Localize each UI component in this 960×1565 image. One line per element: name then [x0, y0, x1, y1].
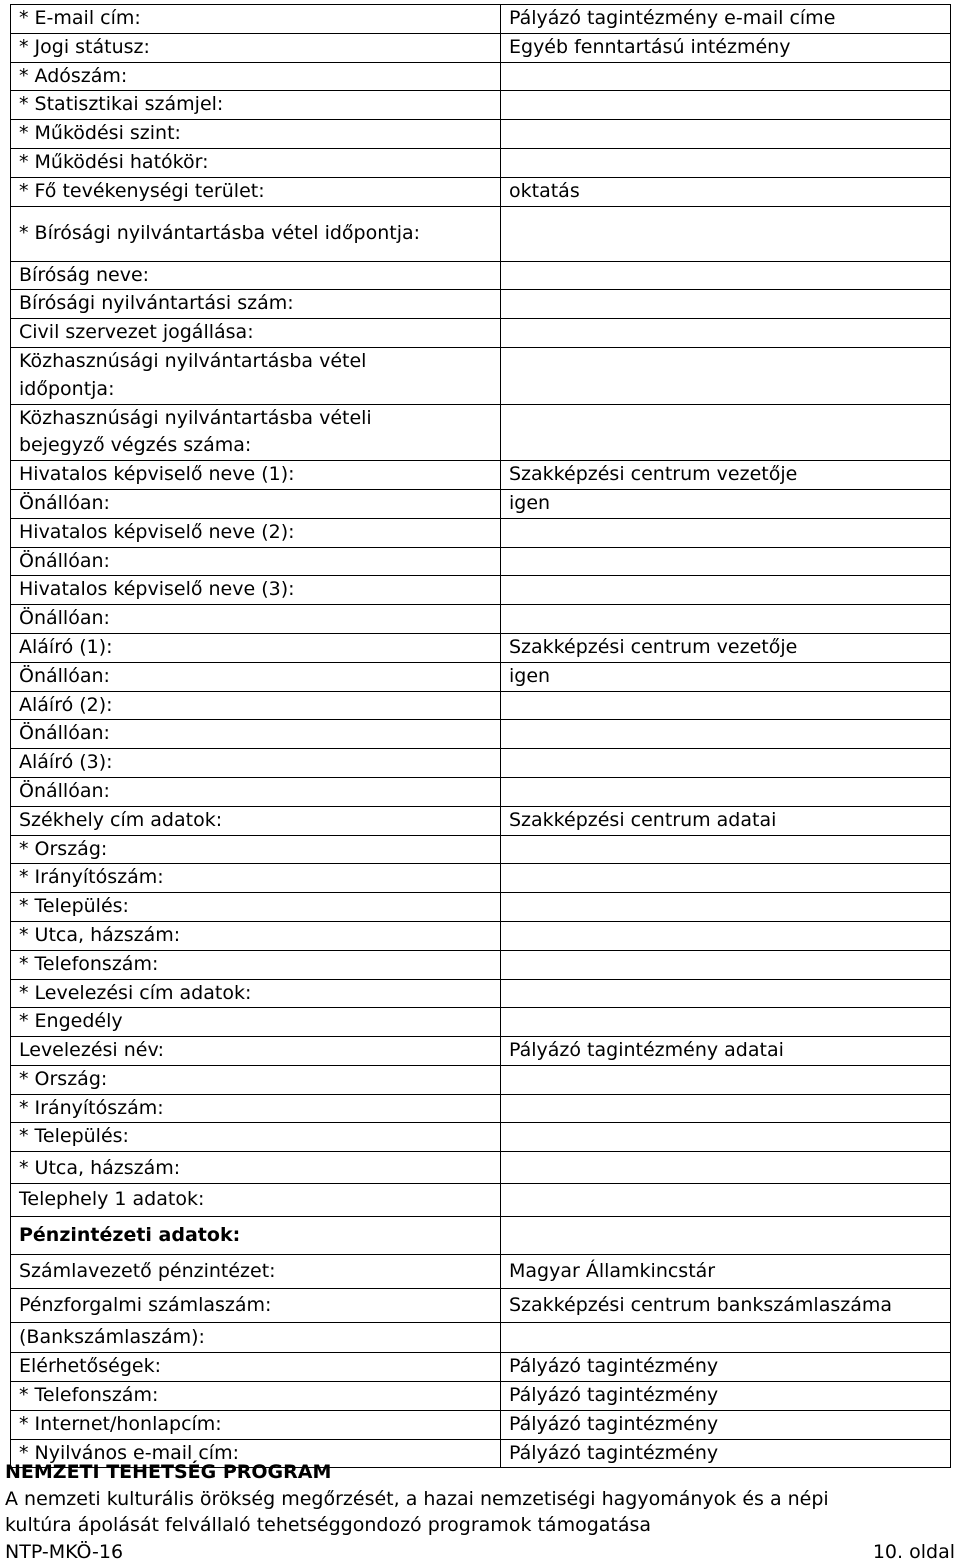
form-row: [11, 864, 951, 893]
field-label: Pénzintézeti adatok:: [19, 1222, 500, 1250]
field-value: [509, 290, 950, 318]
field-label: Aláíró (2):: [19, 692, 500, 720]
form-row: [11, 261, 951, 290]
field-label-cell: [11, 1094, 501, 1123]
field-label-cell: [11, 720, 501, 749]
field-value-cell: [501, 835, 951, 864]
field-label-cell: [11, 1123, 501, 1152]
form-row: [11, 1289, 951, 1323]
field-value: [509, 348, 950, 376]
field-label: * Telefonszám:: [19, 1382, 500, 1410]
field-value: [509, 262, 950, 290]
field-value-cell: [501, 1255, 951, 1289]
field-value-cell: [501, 518, 951, 547]
form-row: [11, 662, 951, 691]
form-row: [11, 720, 951, 749]
field-value-cell: [501, 921, 951, 950]
field-label-continued: időpontja:: [19, 376, 500, 404]
field-value: Pályázó tagintézmény e-mail címe: [509, 5, 950, 33]
field-value-cell: [501, 91, 951, 120]
field-label: * Ország:: [19, 1066, 500, 1094]
field-value: Egyéb fenntartású intézmény: [509, 34, 950, 62]
field-label-cell: [11, 1410, 501, 1439]
form-row: [11, 576, 951, 605]
field-value: Pályázó tagintézmény: [509, 1382, 950, 1410]
field-label: * Internet/honlapcím:: [19, 1411, 500, 1439]
field-label: Elérhetőségek:: [19, 1353, 500, 1381]
field-value-cell: [501, 319, 951, 348]
field-value: [509, 692, 950, 720]
field-label-cell: [11, 347, 501, 404]
field-value: [509, 1066, 950, 1094]
field-label: * Település:: [19, 893, 500, 921]
field-label: Telephely 1 adatok:: [19, 1186, 500, 1214]
field-value: [509, 922, 950, 950]
field-label-continued: bejegyző végzés száma:: [19, 432, 500, 460]
field-label-cell: [11, 662, 501, 691]
footer: [5, 1459, 955, 1565]
form-row: [11, 1184, 951, 1217]
field-value: [509, 220, 950, 248]
field-label: Közhasznúsági nyilvántartásba vételi: [19, 405, 500, 433]
field-label-cell: [11, 547, 501, 576]
field-label: * Fő tevékenységi terület:: [19, 178, 500, 206]
form-row: [11, 1065, 951, 1094]
field-label: * Bírósági nyilvántartásba vétel időpontja:: [19, 220, 500, 248]
field-label: Aláíró (1):: [19, 634, 500, 662]
form-row: [11, 749, 951, 778]
form-row: [11, 518, 951, 547]
field-value-cell: [501, 1065, 951, 1094]
form-row: [11, 1410, 951, 1439]
field-label-cell: [11, 5, 501, 34]
field-label-cell: [11, 1008, 501, 1037]
field-label-cell: [11, 120, 501, 149]
field-value-cell: [501, 806, 951, 835]
field-value-cell: [501, 177, 951, 206]
field-value-cell: [501, 691, 951, 720]
field-label: Számlavezető pénzintézet:: [19, 1258, 500, 1286]
field-label-cell: [11, 777, 501, 806]
field-value-cell: [501, 5, 951, 34]
field-value: [509, 576, 950, 604]
field-label: * Nyilvános e-mail cím:: [19, 1440, 500, 1468]
form-row: [11, 1008, 951, 1037]
field-value: [509, 91, 950, 119]
field-value: [509, 1155, 950, 1183]
form-row: [11, 835, 951, 864]
field-value-cell: [501, 120, 951, 149]
field-value: [509, 1008, 950, 1036]
footer-meta-row: [5, 1539, 955, 1565]
field-label: * Ország:: [19, 836, 500, 864]
field-value-cell: [501, 893, 951, 922]
field-value: [509, 605, 950, 633]
field-value: [509, 778, 950, 806]
field-label-cell: [11, 835, 501, 864]
field-value: [509, 1222, 950, 1250]
field-value: [509, 405, 950, 433]
form-row: [11, 950, 951, 979]
form-row: [11, 547, 951, 576]
field-label-cell: [11, 177, 501, 206]
form-table: [10, 4, 951, 1468]
field-value-cell: [501, 461, 951, 490]
form-row: [11, 777, 951, 806]
field-label: Székhely cím adatok:: [19, 807, 500, 835]
field-label-cell: [11, 576, 501, 605]
field-value-cell: [501, 489, 951, 518]
field-value: [509, 519, 950, 547]
field-label: (Bankszámlaszám):: [19, 1324, 500, 1352]
field-value-cell: [501, 576, 951, 605]
field-value: [509, 1324, 950, 1352]
field-value-cell: [501, 864, 951, 893]
field-label: Hivatalos képviselő neve (2):: [19, 519, 500, 547]
field-label: Önállóan:: [19, 548, 500, 576]
field-label-cell: [11, 1289, 501, 1323]
field-label: * Levelezési cím adatok:: [19, 980, 500, 1008]
form-row: [11, 1152, 951, 1184]
field-label-cell: [11, 1382, 501, 1411]
field-value: [509, 120, 950, 148]
field-value: [509, 1095, 950, 1123]
field-value: igen: [509, 490, 950, 518]
field-label: Önállóan:: [19, 663, 500, 691]
form-row: [11, 5, 951, 34]
field-label-cell: [11, 319, 501, 348]
field-label: Önállóan:: [19, 720, 500, 748]
field-value-cell: [501, 605, 951, 634]
field-label: * Utca, házszám:: [19, 922, 500, 950]
field-value: [509, 893, 950, 921]
field-value: Magyar Államkincstár: [509, 1258, 950, 1286]
field-label: Aláíró (3):: [19, 749, 500, 777]
field-value: [509, 836, 950, 864]
field-value-cell: [501, 261, 951, 290]
field-label: Bíróság neve:: [19, 262, 500, 290]
field-value: [509, 951, 950, 979]
field-label: Önállóan:: [19, 490, 500, 518]
field-value: [509, 548, 950, 576]
form-row: [11, 1037, 951, 1066]
field-value-cell: [501, 1037, 951, 1066]
field-value: Pályázó tagintézmény: [509, 1411, 950, 1439]
footer-description-line-2: kultúra ápolását felvállaló tehetséggondozó programok támogatása: [5, 1512, 955, 1539]
field-value: igen: [509, 663, 950, 691]
field-label-cell: [11, 518, 501, 547]
field-label-cell: [11, 461, 501, 490]
field-label: * E-mail cím:: [19, 5, 500, 33]
field-label-cell: [11, 91, 501, 120]
field-label-cell: [11, 404, 501, 461]
form-row: [11, 91, 951, 120]
field-label-cell: [11, 921, 501, 950]
field-value: Pályázó tagintézmény: [509, 1353, 950, 1381]
field-label-cell: [11, 148, 501, 177]
field-label-cell: [11, 33, 501, 62]
field-label-cell: [11, 1152, 501, 1184]
form-row: [11, 319, 951, 348]
field-label-cell: [11, 261, 501, 290]
field-label: Közhasznúsági nyilvántartásba vétel: [19, 348, 500, 376]
field-label-cell: [11, 749, 501, 778]
field-value-cell: [501, 1410, 951, 1439]
field-label-cell: [11, 1217, 501, 1255]
field-label-cell: [11, 1353, 501, 1382]
field-label-cell: [11, 1037, 501, 1066]
field-value: [509, 63, 950, 91]
field-label: Levelezési név:: [19, 1037, 500, 1065]
form-row: [11, 633, 951, 662]
form-row: [11, 1382, 951, 1411]
form-row: [11, 347, 951, 404]
field-value: [509, 980, 950, 1008]
form-row: [11, 489, 951, 518]
form-row: [11, 691, 951, 720]
form-row: [11, 404, 951, 461]
field-label: * Település:: [19, 1123, 500, 1151]
field-label-cell: [11, 62, 501, 91]
field-label: Önállóan:: [19, 605, 500, 633]
field-value-cell: [501, 1382, 951, 1411]
form-row: [11, 1123, 951, 1152]
field-label: * Utca, házszám:: [19, 1155, 500, 1183]
field-value: [509, 720, 950, 748]
form-row: [11, 1323, 951, 1353]
form-row: [11, 1353, 951, 1382]
form-row: [11, 33, 951, 62]
field-label-cell: [11, 206, 501, 261]
field-label: * Működési szint:: [19, 120, 500, 148]
footer-program-title: NEMZETI TEHETSÉG PROGRAM: [5, 1459, 955, 1486]
field-value: [509, 149, 950, 177]
form-row: [11, 893, 951, 922]
field-value: Szakképzési centrum adatai: [509, 807, 950, 835]
field-value: Szakképzési centrum bankszámlaszáma: [509, 1292, 950, 1320]
field-label: * Irányítószám:: [19, 1095, 500, 1123]
field-label-cell: [11, 893, 501, 922]
field-label-cell: [11, 806, 501, 835]
field-label: * Engedély: [19, 1008, 500, 1036]
footer-code: NTP-MKÖ-16: [5, 1539, 123, 1565]
field-label: Civil szervezet jogállása:: [19, 319, 500, 347]
form-row: [11, 921, 951, 950]
field-value-cell: [501, 777, 951, 806]
field-value-cell: [501, 347, 951, 404]
form-row: [11, 461, 951, 490]
field-value-cell: [501, 1152, 951, 1184]
footer-description-line-1: A nemzeti kulturális örökség megőrzését, a hazai nemzetiségi hagyományok és a népi: [5, 1486, 955, 1513]
field-label-cell: [11, 1323, 501, 1353]
field-label-cell: [11, 633, 501, 662]
field-value: [509, 749, 950, 777]
field-value: Szakképzési centrum vezetője: [509, 634, 950, 662]
form-row: [11, 177, 951, 206]
field-value-cell: [501, 1217, 951, 1255]
form-row: [11, 120, 951, 149]
form-row: [11, 62, 951, 91]
form-row: [11, 806, 951, 835]
field-value-cell: [501, 1094, 951, 1123]
form-row: [11, 148, 951, 177]
field-label-cell: [11, 979, 501, 1008]
field-label: Bírósági nyilvántartási szám:: [19, 290, 500, 318]
field-value-cell: [501, 1323, 951, 1353]
field-label: Hivatalos képviselő neve (3):: [19, 576, 500, 604]
field-label: * Irányítószám:: [19, 864, 500, 892]
field-label-cell: [11, 1065, 501, 1094]
form-row: [11, 605, 951, 634]
field-label: * Telefonszám:: [19, 951, 500, 979]
field-value: [509, 1123, 950, 1151]
form-row: [11, 1094, 951, 1123]
field-label: * Adószám:: [19, 63, 500, 91]
form-row: [11, 979, 951, 1008]
footer-page-number: 10. oldal: [873, 1539, 955, 1565]
field-label: Pénzforgalmi számlaszám:: [19, 1292, 500, 1320]
field-value-cell: [501, 1184, 951, 1217]
field-value: Pályázó tagintézmény: [509, 1440, 950, 1468]
field-value: oktatás: [509, 178, 950, 206]
field-label-cell: [11, 1255, 501, 1289]
field-value-cell: [501, 1123, 951, 1152]
field-value-cell: [501, 1353, 951, 1382]
field-label: * Jogi státusz:: [19, 34, 500, 62]
field-label-cell: [11, 950, 501, 979]
field-value-cell: [501, 950, 951, 979]
form-row: [11, 1255, 951, 1289]
field-label-cell: [11, 489, 501, 518]
field-label: Önállóan:: [19, 778, 500, 806]
field-value: [509, 1186, 950, 1214]
form-row: [11, 206, 951, 261]
field-label-cell: [11, 864, 501, 893]
field-label-cell: [11, 691, 501, 720]
field-label: Hivatalos képviselő neve (1):: [19, 461, 500, 489]
field-value: Pályázó tagintézmény adatai: [509, 1037, 950, 1065]
field-value-cell: [501, 206, 951, 261]
field-value-cell: [501, 720, 951, 749]
form-row: [11, 290, 951, 319]
field-value-cell: [501, 749, 951, 778]
field-value-cell: [501, 33, 951, 62]
field-label-cell: [11, 1184, 501, 1217]
field-value-cell: [501, 62, 951, 91]
field-value-cell: [501, 1008, 951, 1037]
field-value: Szakképzési centrum vezetője: [509, 461, 950, 489]
field-label: * Működési hatókör:: [19, 149, 500, 177]
field-value-cell: [501, 1289, 951, 1323]
form-row: [11, 1217, 951, 1255]
field-value-cell: [501, 979, 951, 1008]
field-value-cell: [501, 290, 951, 319]
field-value-cell: [501, 633, 951, 662]
field-label-cell: [11, 290, 501, 319]
field-value-cell: [501, 662, 951, 691]
field-value-cell: [501, 547, 951, 576]
field-label: * Statisztikai számjel:: [19, 91, 500, 119]
field-value-cell: [501, 404, 951, 461]
field-value: [509, 319, 950, 347]
field-value: [509, 864, 950, 892]
field-value-cell: [501, 148, 951, 177]
field-label-cell: [11, 605, 501, 634]
